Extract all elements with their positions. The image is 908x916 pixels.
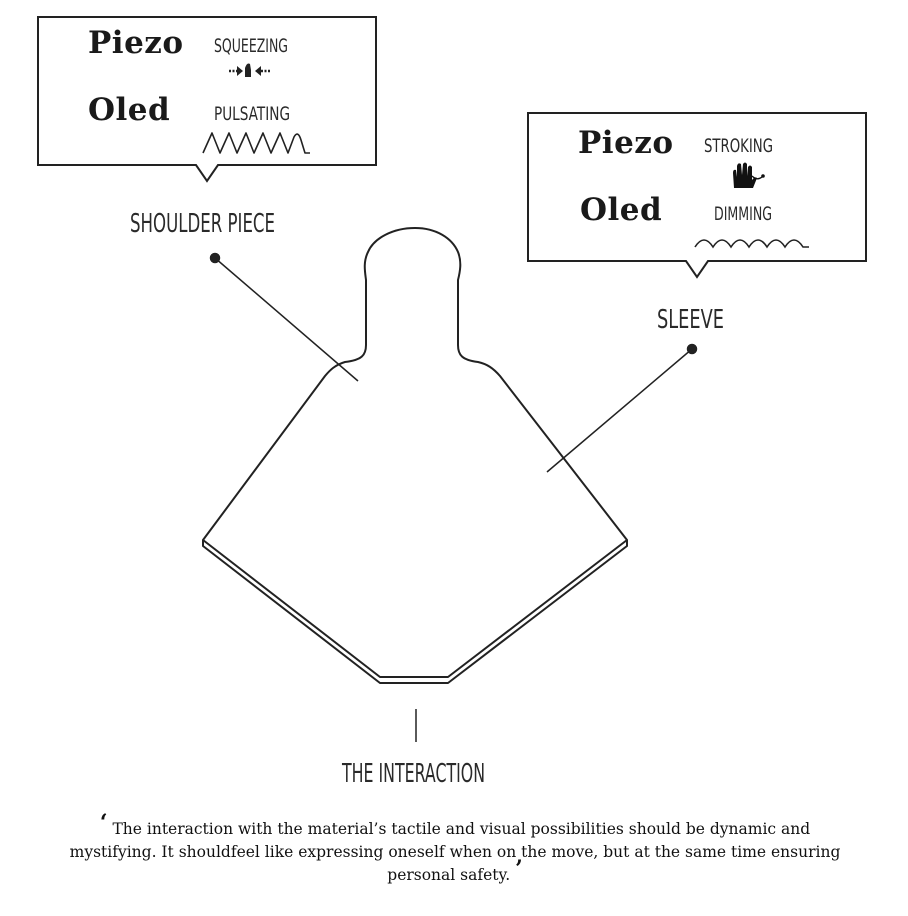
sleeve-row2-material: Oled — [580, 192, 663, 228]
sleeve-row2-action: DIMMING — [714, 203, 772, 225]
shoulder-row2-action: PULSATING — [214, 103, 290, 125]
shoulder-piece-label: SHOULDER PIECE — [130, 209, 275, 239]
quote-block — [60, 810, 850, 887]
shoulder-row1-material: Piezo — [88, 25, 184, 61]
quote-close-mark: ’ — [515, 856, 523, 882]
sleeve-row1-action: STROKING — [704, 135, 773, 157]
leader-lines — [211, 254, 697, 743]
poncho-outline — [203, 228, 627, 677]
shoulder-row2-material: Oled — [88, 92, 171, 128]
shoulder-callout — [38, 17, 376, 181]
sleeve-label: SLEEVE — [657, 305, 724, 335]
poncho-garment — [203, 228, 627, 683]
sleeve-callout — [528, 113, 866, 277]
sleeve-pointer-line — [547, 349, 692, 472]
shoulder-pointer-line — [215, 258, 358, 381]
poncho-hem — [203, 540, 627, 683]
quote-open-mark: ‘ — [99, 810, 108, 836]
quote-text: The interaction with the material’s tactile and visual possibilities should be dynamic and mystifying. It shouldfeel like expressing oneself when on the move, but at the same time ensuring personal safety. — [69, 820, 841, 884]
shoulder-row1-action: SQUEEZING — [214, 35, 288, 57]
interaction-label: THE INTERACTION — [341, 759, 485, 789]
sleeve-row1-material: Piezo — [578, 125, 674, 161]
